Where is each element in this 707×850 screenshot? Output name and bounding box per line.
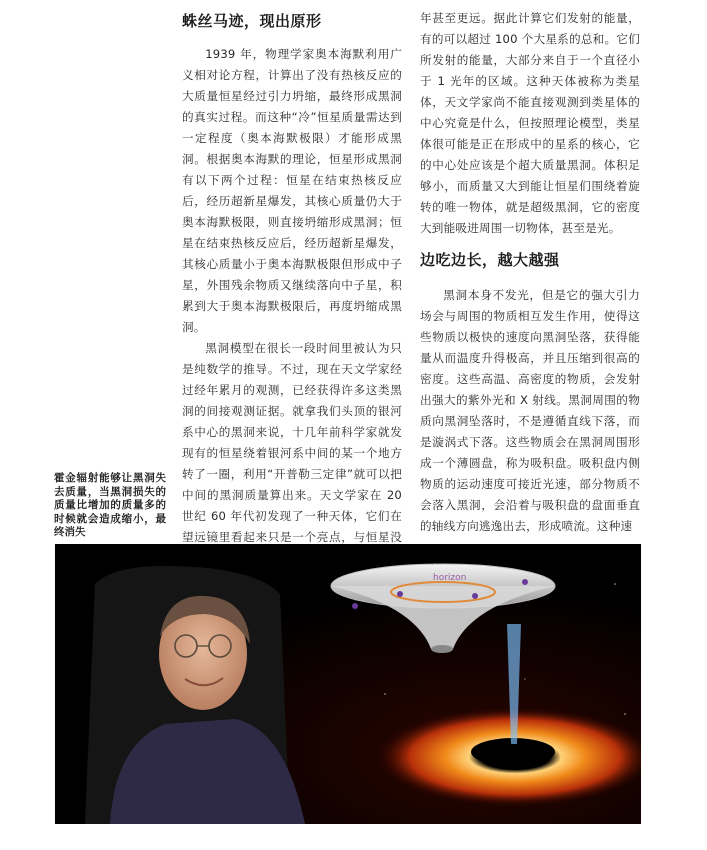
text-column-1	[182, 44, 402, 590]
section-heading-2: 边吃边长，越大越强	[420, 251, 560, 269]
paragraph-2-continued: 年甚至更远。据此计算它们发射的能量，有的可以超过 100 个大星系的总和。它们所发射的能量，大部分来自于一个直径小于 1 光年的区域。这种天体被称为类星体，天文学家尚不能直接观测到类星体的中心究竟是什么，但按照理论模型，类星体很可能是正在形成中的星系的核心，它的中心处应该是个超大质量黑洞。体积足够小，而质量又大到能让恒星们围绕着旋转的唯一物体，就是超级黑洞，它的密度大到能吸进周围一切物体，甚至是光。	[420, 11, 640, 235]
section-heading-1: 蛛丝马迹，现出原形	[182, 12, 322, 30]
text-column-2-lower	[420, 285, 640, 537]
paragraph-3: 黑洞本身不发光，但是它的强大引力场会与周围的物质相互发生作用，使得这些物质以极快的速度向黑洞坠落，获得能量从而温度升得极高，并且压缩到很高的密度。这些高温、高密度的物质，会发射出强大的紫外光和 X 射线。黑洞周围的物质向黑洞坠落时，不是遵循直线下落，而是漩涡式下落。这些物质会在黑洞周围形成一个薄圆盘，称为吸积盘。吸积盘内侧物质的运动速度可接近光速，部分物质不会落入黑洞，会沿着与吸积盘的盘面垂直的轴线方向逃逸出去，形成喷流。这种速	[420, 288, 640, 533]
paragraph-2: 黑洞模型在很长一段时间里被认为只是纯数学的推导。不过，现在天文学家经过经年累月的观测，已经获得许多这类黑洞的间接观测证据。就拿我们头顶的银河系中心的黑洞来说，十几年前科学家就发现有的恒星绕着银河系中间的某一个地方转了一圈，利用“开普勒三定律”就可以把中间的黑洞质量算出来。天文学家在 20 世纪 60 年代初发现了一种天体，它们在望远镜里看起来只是一个亮点，与恒星没	[182, 341, 402, 544]
horizon-label: horizon	[433, 573, 467, 583]
paragraph-1: 1939 年，物理学家奥本海默利用广义相对论方程，计算出了没有热核反应的大质量恒星经过引力坍缩，最终形成黑洞的真实过程。而这种“冷”恒星质量需达到一定程度（奥本海默极限）才能形成黑洞。根据奥本海默的理论，恒星形成黑洞有以下两个过程：恒星在结束热核反应后，经历超新星爆发，其核心质量仍大于奥本海默极限，则直接坍缩形成黑洞；恒星在结束热核反应后，经历超新星爆发，其核心质量小于奥本海默极限但形成中子星，外围残余物质又继续落向中子星，积累到大于奥本海默极限后，再度坍缩成黑洞。	[182, 47, 402, 334]
hawking-blackhole-photo	[55, 544, 641, 824]
photo-caption: 霍金辐射能够让黑洞失去质量，当黑洞损失的质量比增加的质量多的时候就会造成缩小，最终消失	[54, 472, 166, 538]
text-column-2	[420, 8, 640, 239]
